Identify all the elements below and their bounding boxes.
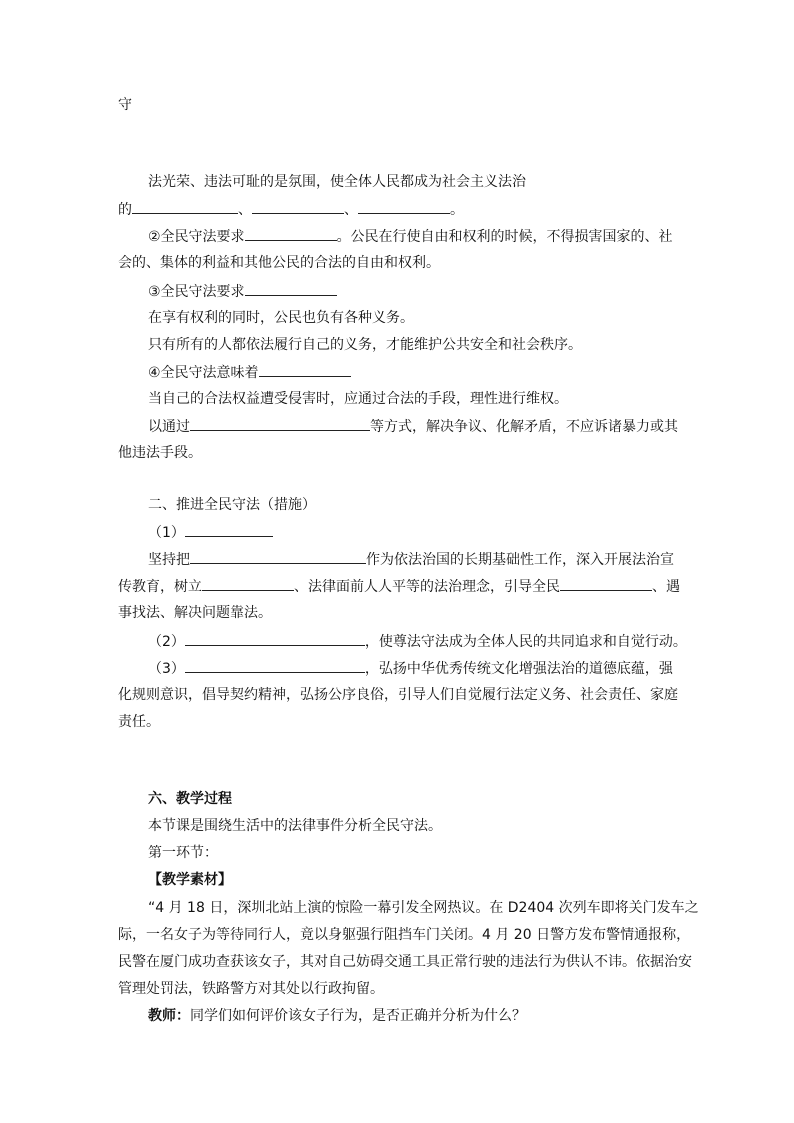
persist-text: 作为依法治国的长期基础性工作，深入开展法治宣 [366, 552, 674, 568]
intro-end: 。 [450, 202, 464, 218]
persist-line-3: 事找法、解决问题靠法。 [118, 605, 272, 621]
item-4-para-2-cont: 他违法手段。 [118, 445, 202, 461]
item-3-para-2: 只有所有的人都依法履行自己的义务，才能维护公共安全和社会秩序。 [148, 337, 582, 353]
blank-persist[interactable] [190, 549, 366, 564]
blank-1[interactable] [132, 199, 238, 214]
material-line-2: 际，一名女子为等待同行人，竟以身躯强行阻挡车门关闭。4 月 20 日警方发布警情通报称， [118, 927, 691, 943]
item-2-line-2: 会的、集体的利益和其他公民的合法的自由和权利。 [118, 255, 440, 271]
item-4-para-2 [148, 416, 678, 437]
persist-l2-end: 、遇 [652, 579, 680, 595]
blank-3[interactable] [358, 199, 450, 214]
section-6-intro: 本节课是围绕生活中的法律事件分析全民守法。 [148, 818, 442, 834]
separator: 、 [344, 202, 358, 218]
intro-prefix: 的 [118, 202, 132, 218]
blank-measure-1[interactable] [185, 522, 273, 537]
measure-2-number: （2） [148, 634, 185, 650]
section-6-step: 第一环节： [148, 845, 218, 861]
item-2-text: 。公民在行使自由和权利的时候，不得损害国家的、社 [336, 229, 673, 245]
section-6-heading: 六、教学过程 [148, 791, 232, 807]
blank-persist-2[interactable] [202, 576, 294, 591]
intro-line-1: 法光荣、违法可耻的是氛围，使全体人民都成为社会主义法治 [148, 174, 526, 190]
item-4-label: ④全民守法意味着 [148, 365, 259, 381]
measure-3-line-3: 责任。 [118, 714, 160, 730]
teacher-question [148, 1006, 526, 1026]
item-3-label: ③全民守法要求 [148, 284, 245, 300]
item-4-text: 等方式，解决争议、化解矛盾，不应诉诸暴力或其 [370, 419, 678, 435]
measure-2 [148, 631, 687, 652]
persist-line-2 [118, 576, 680, 597]
measure-3 [148, 658, 673, 679]
blank-item-3[interactable] [245, 281, 337, 296]
measure-1 [148, 522, 273, 543]
persist-l2-prefix: 传教育，树立 [118, 579, 202, 595]
blank-item-4b[interactable] [190, 416, 370, 431]
item-4-prefix: 以通过 [148, 419, 190, 435]
separator: 、 [238, 202, 252, 218]
item-3-line [148, 281, 337, 302]
blank-persist-3[interactable] [560, 576, 652, 591]
material-line-3: 民警在厦门成功查获该女子，其对自己妨碍交通工具正常行驶的违法行为供认不讳。依据治安 [118, 954, 692, 970]
blank-item-4[interactable] [259, 362, 351, 377]
blank-item-2[interactable] [245, 226, 337, 241]
item-2-label: ②全民守法要求 [148, 229, 245, 245]
teacher-text: 同学们如何评价该女子行为，是否正确并分析为什么？ [190, 1008, 526, 1024]
item-4-line [148, 362, 351, 383]
item-2-line-1 [148, 226, 673, 247]
material-line-1: “4 月 18 日，深圳北站上演的惊险一幕引发全网热议。在 D2404 次列车即将关门发车之 [148, 900, 699, 916]
blank-measure-3[interactable] [185, 658, 365, 673]
item-3-para-1: 在享有权利的同时，公民也负有各种义务。 [148, 310, 414, 326]
fragment-char: 守 [118, 97, 132, 113]
material-label: 【教学素材】 [148, 872, 232, 888]
material-line-4: 管理处罚法，铁路警方对其处以行政拘留。 [118, 981, 384, 997]
measure-2-text: ，使尊法守法成为全体人民的共同追求和自觉行动。 [364, 634, 687, 650]
item-4-para-1: 当自己的合法权益遭受侵害时，应通过合法的手段，理性进行维权。 [148, 391, 568, 407]
measure-3-text: ，弘扬中华优秀传统文化增强法治的道德底蕴，强 [364, 661, 673, 677]
section-2-heading: 二、推进全民守法（措施） [148, 497, 316, 513]
persist-l2-mid: 、法律面前人人平等的法治理念，引导全民 [294, 579, 560, 595]
teacher-label: 教师： [148, 1008, 190, 1024]
persist-line-1 [148, 549, 674, 570]
blank-measure-2[interactable] [185, 631, 365, 646]
measure-3-line-2: 化规则意识，倡导契约精神，弘扬公序良俗，引导人们自觉履行法定义务、社会责任、家庭 [118, 687, 678, 703]
intro-line-2 [118, 199, 464, 220]
measure-3-number: （3） [148, 661, 185, 677]
measure-1-number: （1） [148, 525, 185, 541]
persist-prefix: 坚持把 [148, 552, 190, 568]
blank-2[interactable] [252, 199, 344, 214]
